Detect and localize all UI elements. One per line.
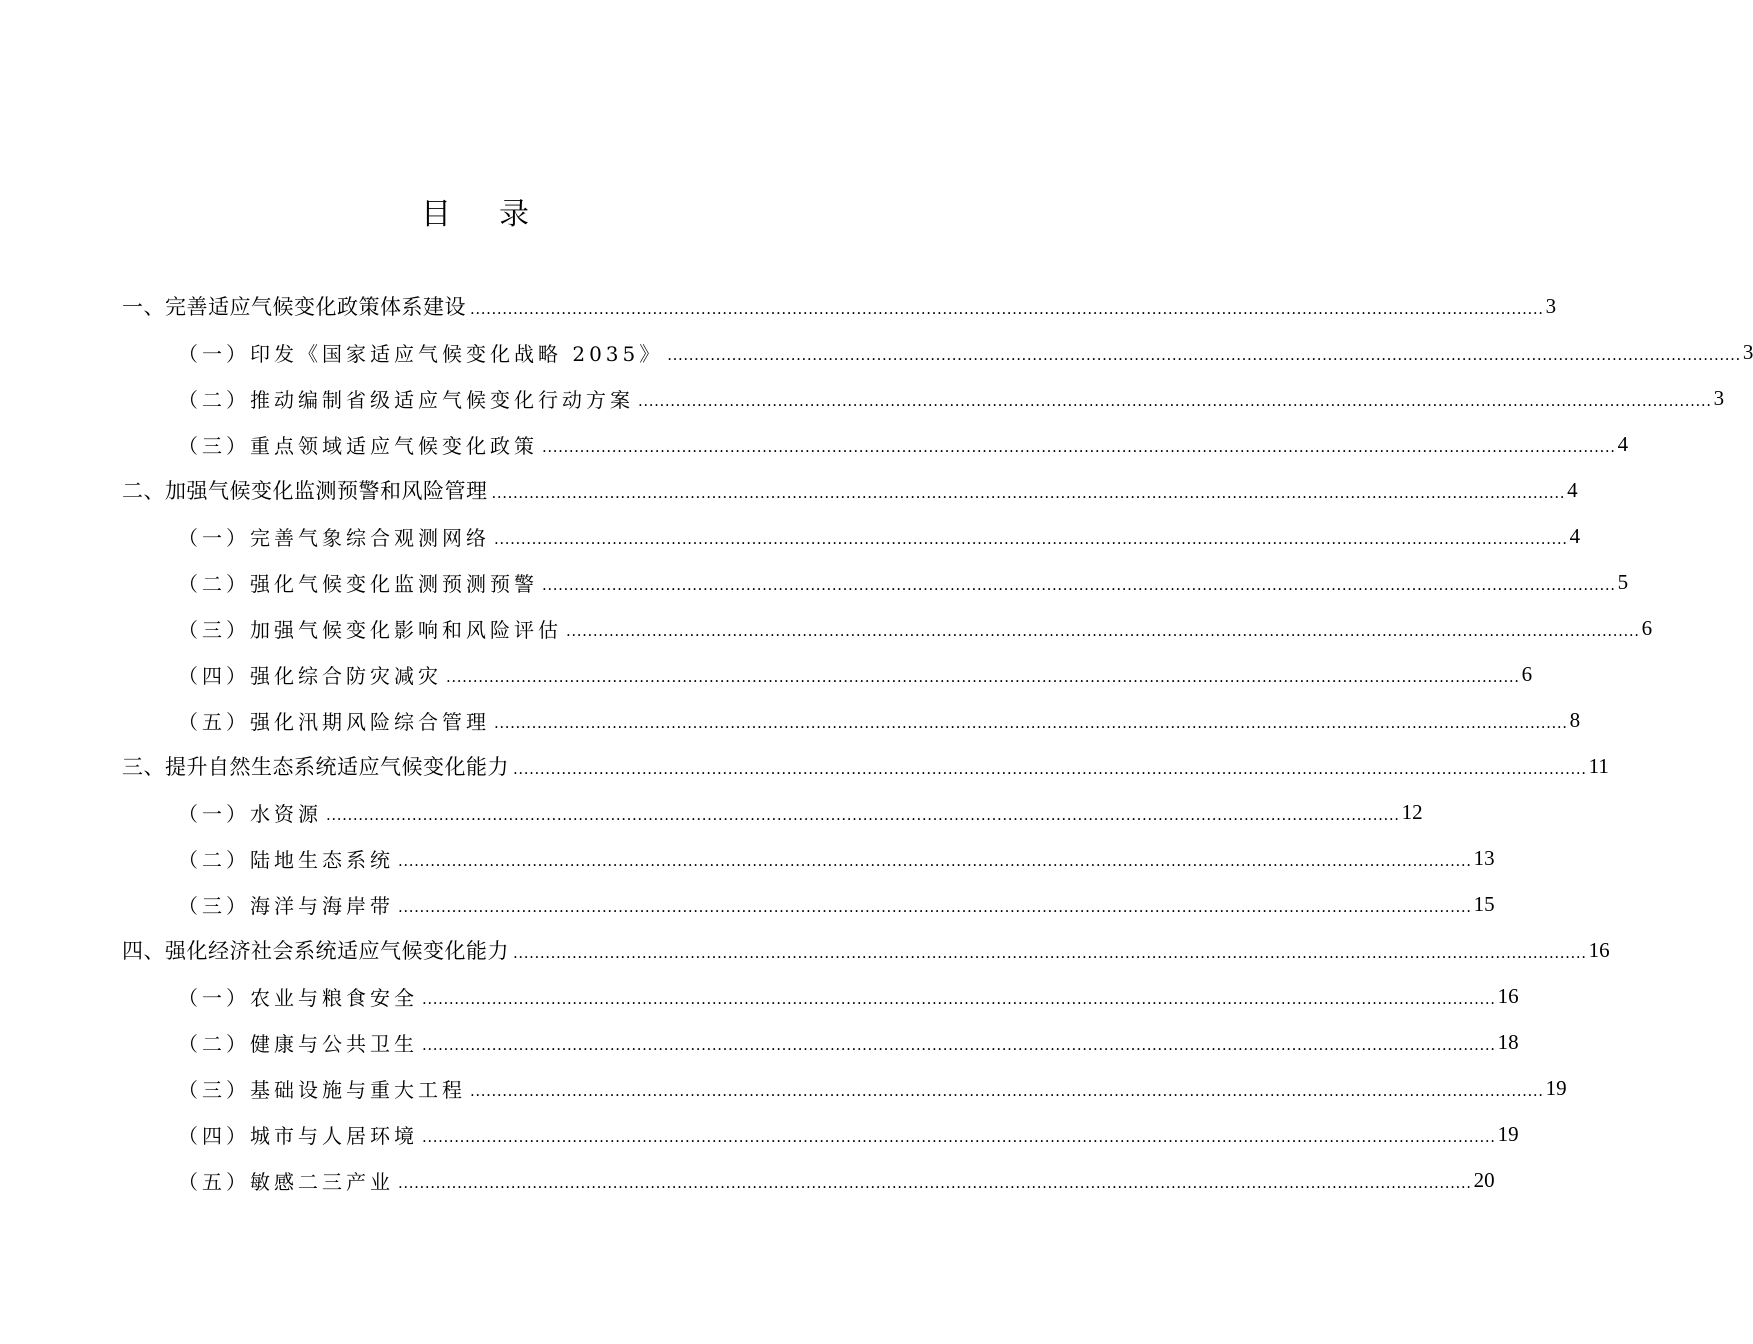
toc-leader-dots: ........................................................................................................................................................................................................: [494, 714, 1568, 732]
toc-entry-label: （一）水资源: [178, 801, 322, 826]
toc-entry-label: （三）基础设施与重大工程: [178, 1077, 466, 1102]
toc-entry-label: （三）海洋与海岸带: [178, 893, 394, 918]
toc-page-number: 16: [1497, 983, 1519, 1008]
toc-entry-label: （二）陆地生态系统: [178, 847, 394, 872]
page-title-char-2: 录: [499, 197, 529, 232]
toc-page-number: 5: [1617, 569, 1629, 594]
page-title-char-1: 目: [421, 197, 451, 232]
toc-leader-dots: ........................................................................................................................................................................................................: [542, 438, 1616, 456]
toc-leader-dots: ........................................................................................................................................................................................................: [491, 484, 1566, 502]
toc-entry-label: （一）印发《国家适应气候变化战略 2035》: [178, 341, 664, 366]
toc-entry-label: 二、加强气候变化监测预警和风险管理: [122, 479, 488, 503]
toc-subsection-entry: [178, 559, 1629, 605]
toc-subsection-entry: [178, 421, 1629, 467]
toc-subsection-entry: [178, 605, 1653, 651]
toc-leader-dots: ........................................................................................................................................................................................................: [638, 392, 1712, 410]
toc-page-number: 11: [1588, 753, 1609, 778]
toc-leader-dots: ........................................................................................................................................................................................................: [566, 622, 1640, 640]
toc-leader-dots: ........................................................................................................................................................................................................: [398, 1174, 1472, 1192]
toc-subsection-entry: [178, 1157, 1495, 1203]
toc-page-number: 19: [1497, 1121, 1519, 1146]
toc-page-number: 6: [1521, 661, 1533, 686]
toc-leader-dots: ........................................................................................................................................................................................................: [513, 760, 1587, 778]
toc-subsection-entry: [178, 329, 1753, 375]
toc-subsection-entry: [178, 375, 1725, 421]
toc-section-entry: [122, 743, 1609, 789]
toc-leader-dots: ........................................................................................................................................................................................................: [494, 530, 1568, 548]
toc-leader-dots: ........................................................................................................................................................................................................: [513, 944, 1587, 962]
toc-entry-label: （二）强化气候变化监测预测预警: [178, 571, 538, 596]
toc-subsection-entry: [178, 835, 1495, 881]
toc-section-entry: [122, 467, 1578, 513]
toc-entry-label: （五）敏感二三产业: [178, 1169, 394, 1194]
toc-entry-label: （二）推动编制省级适应气候变化行动方案: [178, 387, 634, 412]
toc-entry-label: （三）加强气候变化影响和风险评估: [178, 617, 562, 642]
toc-leader-dots: ........................................................................................................................................................................................................: [422, 990, 1496, 1008]
toc-section-entry: [122, 927, 1610, 973]
toc-subsection-entry: [178, 973, 1519, 1019]
toc-leader-dots: ........................................................................................................................................................................................................: [667, 346, 1741, 364]
toc-leader-dots: ........................................................................................................................................................................................................: [326, 806, 1400, 824]
toc-leader-dots: ........................................................................................................................................................................................................: [470, 1082, 1544, 1100]
toc-page-number: 19: [1545, 1075, 1567, 1100]
toc-page-number: 18: [1497, 1029, 1519, 1054]
toc-subsection-entry: [178, 881, 1495, 927]
toc-page-number: 3: [1742, 339, 1753, 364]
toc-page-number: 4: [1567, 477, 1578, 502]
toc-page-number: 6: [1641, 615, 1653, 640]
toc-leader-dots: ........................................................................................................................................................................................................: [398, 898, 1472, 916]
toc-page-number: 15: [1473, 891, 1495, 916]
toc-subsection-entry: [178, 1111, 1519, 1157]
toc-page-number: 20: [1473, 1167, 1495, 1192]
toc-subsection-entry: [178, 513, 1581, 559]
page-title: [0, 192, 950, 238]
toc-entry-label: 一、完善适应气候变化政策体系建设: [122, 295, 466, 319]
toc-subsection-entry: [178, 651, 1533, 697]
toc-entry-label: （四）城市与人居环境: [178, 1123, 418, 1148]
toc-page-number: 3: [1713, 385, 1725, 410]
toc-entry-label: （一）完善气象综合观测网络: [178, 525, 490, 550]
toc-leader-dots: ........................................................................................................................................................................................................: [542, 576, 1616, 594]
toc-subsection-entry: [178, 789, 1423, 835]
toc-page-number: 8: [1569, 707, 1581, 732]
toc-leader-dots: ........................................................................................................................................................................................................: [470, 300, 1544, 318]
toc-entry-label: 四、强化经济社会系统适应气候变化能力: [122, 939, 509, 963]
toc-section-entry: [122, 283, 1557, 329]
toc-leader-dots: ........................................................................................................................................................................................................: [398, 852, 1472, 870]
toc-entry-label: （一）农业与粮食安全: [178, 985, 418, 1010]
toc-leader-dots: ........................................................................................................................................................................................................: [446, 668, 1520, 686]
toc-subsection-entry: [178, 1065, 1567, 1111]
toc-page-number: 4: [1569, 523, 1581, 548]
toc-page-number: 3: [1545, 293, 1557, 318]
toc-entry-label: 三、提升自然生态系统适应气候变化能力: [122, 755, 509, 779]
toc-entry-label: （二）健康与公共卫生: [178, 1031, 418, 1056]
toc-subsection-entry: [178, 1019, 1519, 1065]
toc-entry-label: （三）重点领域适应气候变化政策: [178, 433, 538, 458]
toc-leader-dots: ........................................................................................................................................................................................................: [422, 1128, 1496, 1146]
toc-subsection-entry: [178, 697, 1581, 743]
toc-page-number: 4: [1617, 431, 1629, 456]
toc-entry-label: （四）强化综合防灾减灾: [178, 663, 442, 688]
toc-entry-label: （五）强化汛期风险综合管理: [178, 709, 490, 734]
toc-page-number: 16: [1588, 937, 1610, 962]
toc-page-number: 13: [1473, 845, 1495, 870]
toc-page-number: 12: [1401, 799, 1423, 824]
toc-leader-dots: ........................................................................................................................................................................................................: [422, 1036, 1496, 1054]
